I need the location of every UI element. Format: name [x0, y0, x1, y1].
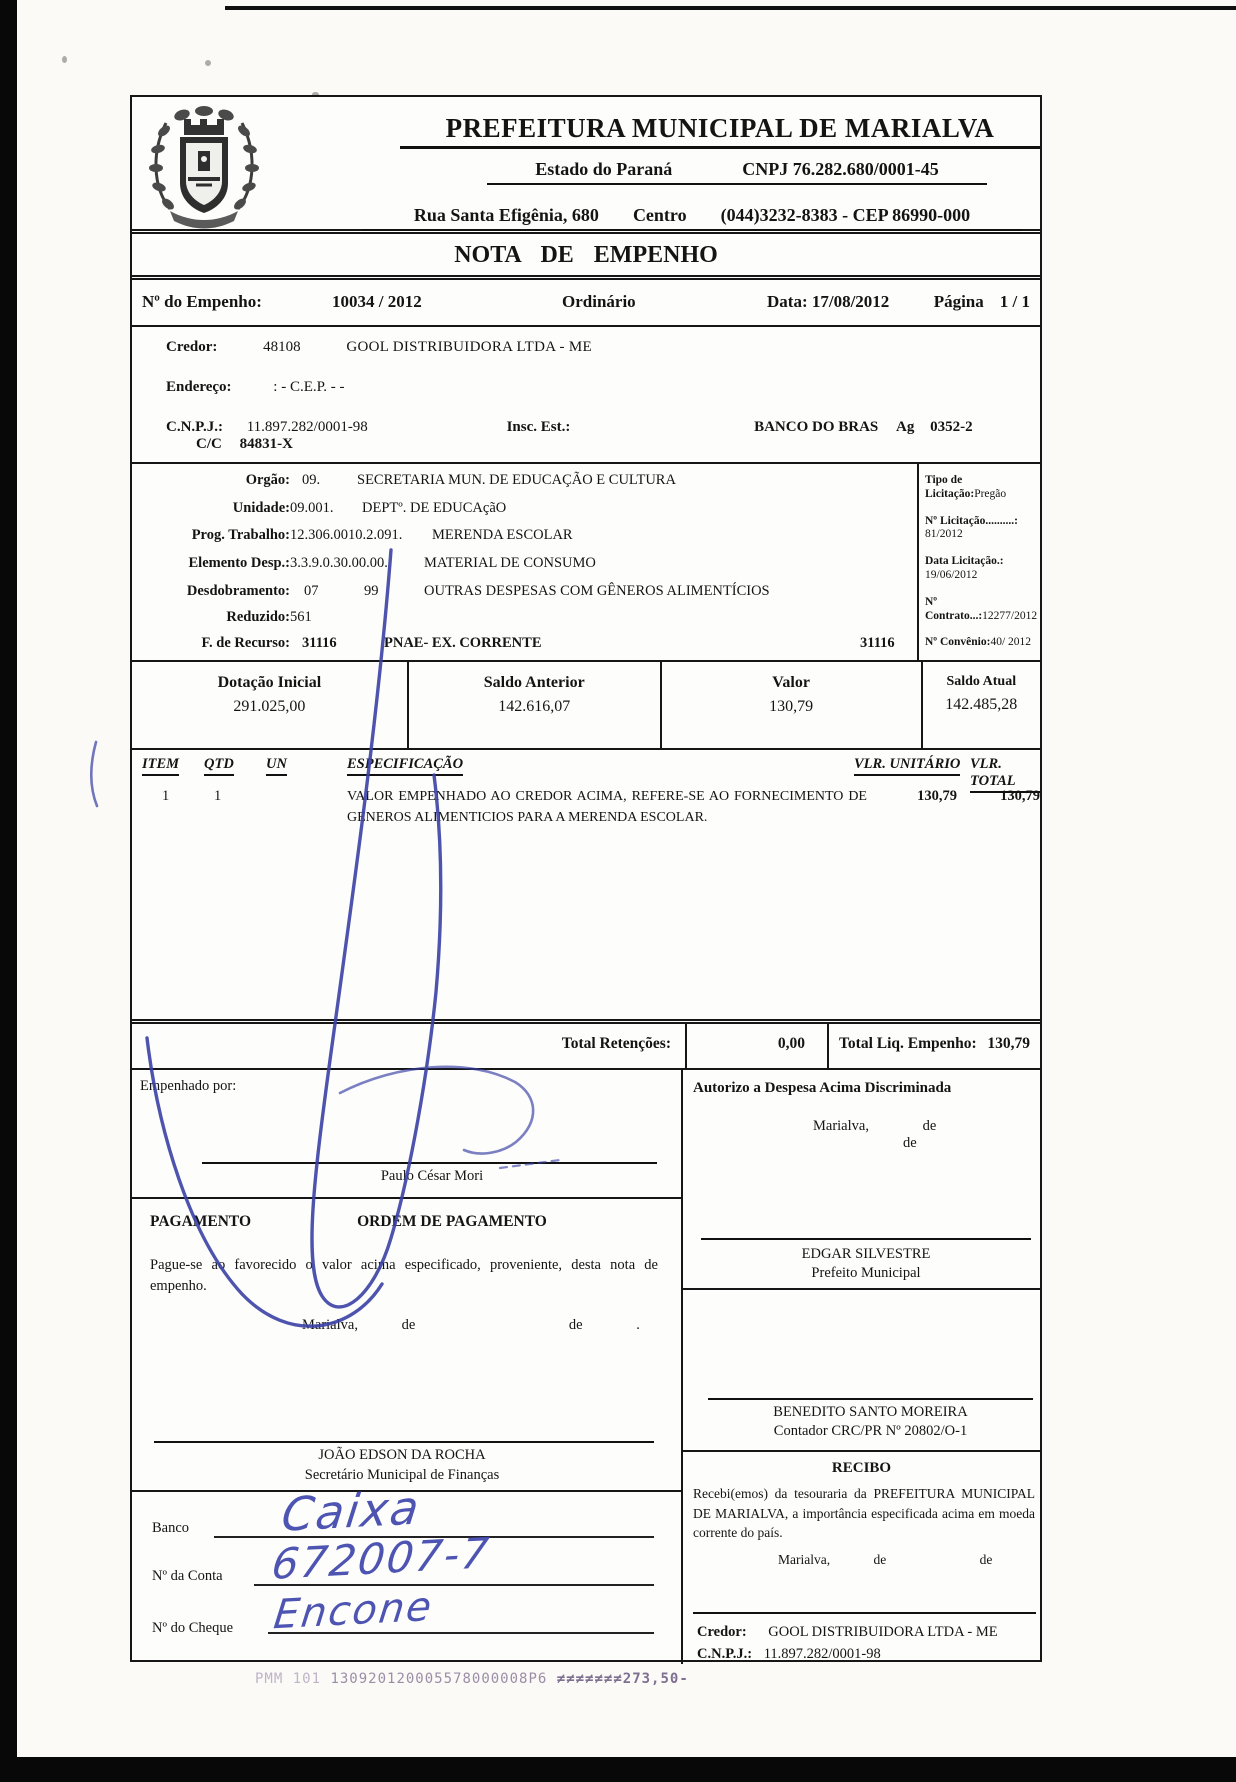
- empenhado-por-box: [132, 1070, 681, 1199]
- machine-print-code: 130920120005578000008P6: [330, 1671, 548, 1687]
- item-quantity: 1: [214, 788, 222, 804]
- handwritten-bank-name: Caixa: [278, 1480, 424, 1542]
- cnpj-value: 11.897.282/0001-98: [246, 419, 368, 435]
- elemento-code: 3.3.9.0.30.00.00.: [290, 555, 388, 571]
- pagamento-label: PAGAMENTO: [150, 1213, 252, 1230]
- autorizacao-dateline: [813, 1118, 1040, 1152]
- recibo-box: [683, 1452, 1040, 1664]
- dateline-de: de: [903, 1135, 917, 1151]
- licitacao-numero: [925, 515, 1038, 543]
- letterhead: [132, 97, 1040, 234]
- empenho-number-label: Nº do Empenho:: [142, 292, 262, 311]
- mayor-name: EDGAR SILVESTRE: [801, 1246, 931, 1262]
- col-header-especificacao: ESPECIFICAÇÃO: [347, 756, 463, 776]
- document-title: NOTA DE EMPENHO: [454, 242, 718, 268]
- signature-line: [154, 1441, 654, 1443]
- licitacao-data-label: Data Licitação.:: [925, 555, 1004, 568]
- pagamento-dateline: [302, 1317, 640, 1334]
- dateline-de: de: [568, 1317, 583, 1333]
- creditor-code: 48108: [263, 339, 301, 355]
- scan-speck: [62, 56, 67, 63]
- autorizacao-title: Autorizo a Despesa Acima Discriminada: [693, 1080, 952, 1096]
- dateline-city: Marialva,: [813, 1118, 869, 1134]
- address-phone-cep: (044)3232-8383 - CEP 86990-000: [720, 205, 971, 225]
- scan-speck: [205, 60, 211, 66]
- col-header-item: ITEM: [142, 756, 179, 776]
- col-header-un: UN: [266, 756, 287, 776]
- creditor-label: Credor:: [166, 339, 218, 355]
- convenio-value: 40/ 2012: [990, 636, 1032, 649]
- desdobramento-label: Desdobramento:: [186, 583, 290, 599]
- address-label: Endereço:: [166, 379, 232, 395]
- total-liquido-label: Total Liq. Empenho:: [839, 1035, 977, 1052]
- contrato-value: 12277/2012: [982, 609, 1038, 622]
- valor-label: Valor: [772, 674, 810, 691]
- account-value: 84831-X: [239, 436, 293, 452]
- dateline-de: de: [979, 1552, 993, 1567]
- dateline-city: Marialva,: [778, 1552, 831, 1567]
- recibo-credor-row: [697, 1624, 998, 1641]
- reduzido-label: Reduzido:: [226, 609, 290, 625]
- saldo-atual-label: Saldo Atual: [946, 674, 1017, 689]
- dotacao-inicial-value: 291.025,00: [233, 698, 306, 715]
- desdobramento-name: OUTRAS DESPESAS COM GÊNEROS ALIMENTÍCIOS: [424, 583, 770, 599]
- autorizacao-box: [683, 1070, 1040, 1290]
- signatures-right-column: [681, 1070, 1040, 1664]
- creditor-cnpj-row: [166, 419, 1026, 453]
- recibo-text: Recebi(emos) da tesouraria da PREFEITURA MUNICIPAL DE MARIALVA, a importância especificada acima em moeda corrente do país.: [693, 1486, 1035, 1541]
- licitacao-box: [917, 464, 1042, 660]
- municipal-coat-of-arms: [144, 101, 264, 231]
- elemento-row: [132, 555, 917, 579]
- account-field-label: Nº da Conta: [152, 1568, 223, 1584]
- unidade-label: Unidade:: [232, 500, 290, 516]
- mayor-role: Prefeito Municipal: [811, 1265, 921, 1281]
- budget-classification-block: [132, 464, 1040, 662]
- dateline-city: Marialva,: [302, 1317, 358, 1333]
- fonte-recurso-code-right: 31116: [860, 635, 895, 651]
- empenho-type: Ordinário: [562, 292, 636, 311]
- account-label: C/C: [196, 436, 222, 452]
- elemento-label: Elemento Desp.:: [188, 555, 290, 571]
- col-header-vlr-total: VLR. TOTAL: [970, 756, 1040, 793]
- fonte-recurso-name: PNAE- EX. CORRENTE: [384, 635, 542, 651]
- address-district: Centro: [632, 205, 687, 225]
- orgao-row: [132, 472, 917, 496]
- item-unit-value: 130,79: [917, 788, 957, 804]
- contador-box: [683, 1290, 1040, 1452]
- scan-edge-bottom: [0, 1757, 1236, 1782]
- unidade-row: [132, 500, 917, 524]
- programa-code: 12.306.0010.2.091.: [290, 527, 403, 543]
- items-table: [132, 750, 1040, 1024]
- creditor-row: [166, 339, 592, 356]
- recibo-dateline: [778, 1552, 992, 1568]
- totals-row: [132, 1024, 1040, 1070]
- bank-name: BANCO DO BRAS: [754, 419, 879, 435]
- unidade-code: 09.001.: [290, 500, 334, 516]
- licitacao-data: [925, 555, 1038, 583]
- convenio-numero: [925, 636, 1038, 650]
- ordem-pagamento-text: Pague-se ao favorecido o valor acima especificado, proveniente, desta nota de empenho.: [150, 1257, 658, 1295]
- finance-secretary-role: Secretário Municipal de Finanças: [304, 1467, 500, 1483]
- total-retencoes-label: Total Retenções:: [561, 1035, 671, 1052]
- saldo-anterior-value: 142.616,07: [498, 698, 571, 715]
- orgao-name: SECRETARIA MUN. DE EDUCAÇÃO E CULTURA: [357, 472, 676, 488]
- agency-value: 0352-2: [930, 419, 973, 435]
- total-retencoes-value: 0,00: [685, 1024, 827, 1068]
- desdobramento-code2: 99: [364, 583, 379, 599]
- recibo-divider-line: [693, 1612, 1036, 1614]
- address-line: [362, 205, 1022, 231]
- item-number: 1: [162, 788, 170, 804]
- dateline-de: de: [873, 1552, 887, 1567]
- page-value: 1 / 1: [999, 292, 1030, 311]
- ordem-pagamento-box: [132, 1199, 681, 1492]
- fonte-recurso-row: [132, 635, 917, 659]
- dateline-de: de: [401, 1317, 416, 1333]
- licitacao-tipo-label: Tipo de Licitação:: [925, 474, 975, 500]
- agency-label: Ag: [896, 419, 915, 435]
- address-value: : - C.E.P. - -: [273, 379, 345, 395]
- recibo-cnpj-value: 11.897.282/0001-98: [763, 1646, 881, 1662]
- handwritten-account-number: 672007-7: [269, 1528, 494, 1589]
- convenio-label: Nº Convênio:: [925, 636, 991, 649]
- accountant-role: Contador CRC/PR Nº 20802/O-1: [773, 1423, 968, 1439]
- empenho-number-value: 10034 / 2012: [332, 292, 422, 311]
- saldo-anterior-label: Saldo Anterior: [483, 674, 585, 691]
- desdobramento-code1: 07: [304, 583, 319, 599]
- recibo-cnpj-label: C.N.P.J.:: [697, 1646, 753, 1662]
- signature-line: [708, 1398, 1033, 1400]
- licitacao-numero-value: 81/2012: [925, 528, 963, 541]
- dotacao-inicial-label: Dotação Inicial: [217, 674, 322, 691]
- accountant-name: BENEDITO SANTO MOREIRA: [773, 1404, 968, 1420]
- empenhado-signatory-name: Paulo César Mori: [380, 1168, 484, 1184]
- bank-field-label: Banco: [152, 1520, 190, 1536]
- state-registration-label: Insc. Est.:: [506, 419, 571, 435]
- total-liquido-cell: [827, 1024, 1040, 1068]
- licitacao-tipo-value: Pregão: [974, 487, 1007, 500]
- saldo-anterior-cell: [407, 662, 660, 748]
- unidade-name: DEPTº. DE EDUCAçãO: [362, 500, 507, 516]
- orgao-label: Orgão:: [245, 472, 290, 488]
- programa-name: MERENDA ESCOLAR: [432, 527, 573, 543]
- state-cnpj-line: [487, 159, 987, 185]
- page-indicator: [934, 292, 1030, 312]
- scan-edge-left: [0, 0, 17, 1782]
- empenho-number-row: [132, 280, 1040, 327]
- col-header-vlr-unitario: VLR. UNITÁRIO: [854, 756, 960, 776]
- contrato-label: Nº Contrato...:: [925, 595, 983, 622]
- item-total-value: 130,79: [1000, 788, 1040, 804]
- empenhado-por-label: Empenhado por:: [140, 1078, 237, 1094]
- dotacao-inicial-cell: [132, 662, 407, 748]
- creditor-address-row: [166, 379, 345, 396]
- signatures-section: [132, 1070, 1040, 1664]
- nota-de-empenho-sheet: [130, 95, 1042, 1662]
- col-header-qtd: QTD: [204, 756, 234, 776]
- licitacao-numero-label: Nº Licitação..........:: [925, 514, 1018, 527]
- dateline-de: de: [922, 1118, 937, 1134]
- item-description: VALOR EMPENHADO AO CREDOR ACIMA, REFERE-SE AO FORNECIMENTO DE GENEROS ALIMENTICIOS PARA A MERENDA ESCOLAR.: [347, 789, 867, 825]
- programa-label: Prog. Trabalho:: [191, 527, 290, 543]
- municipality-cnpj: CNPJ 76.282.680/0001-45: [742, 159, 939, 179]
- cheque-field-label: Nº do Cheque: [152, 1620, 234, 1636]
- cnpj-label: C.N.P.J.:: [166, 419, 223, 435]
- dateline-dot: .: [636, 1317, 640, 1333]
- signature-line: [701, 1238, 1031, 1240]
- total-liquido-value: 130,79: [987, 1035, 1030, 1052]
- desdobramento-row: [132, 583, 917, 607]
- state-label: Estado do Paraná: [535, 159, 673, 179]
- machine-print-amount: ≠≠≠≠≠≠≠273,50-: [556, 1671, 689, 1687]
- fonte-recurso-label: F. de Recurso:: [201, 635, 290, 651]
- saldo-atual-value: 142.485,28: [945, 696, 1018, 713]
- licitacao-tipo: [925, 474, 1038, 502]
- reduzido-code: 561: [290, 609, 312, 625]
- scan-line-artifact: [225, 6, 1236, 10]
- finance-secretary-name: JOÃO EDSON DA ROCHA: [318, 1447, 486, 1463]
- address-street: Rua Santa Efigênia, 680: [413, 205, 599, 225]
- recibo-cnpj-row: [697, 1646, 881, 1663]
- programa-row: [132, 527, 917, 551]
- valor-cell: [660, 662, 921, 748]
- creditor-block: [132, 327, 1040, 464]
- bank-details-box: [132, 1480, 681, 1664]
- document-title-bar: [132, 234, 1040, 280]
- saldo-atual-cell: [921, 662, 1040, 748]
- contrato-numero: [925, 596, 1038, 624]
- reduzido-row: [132, 609, 917, 633]
- ordem-pagamento-title: ORDEM DE PAGAMENTO: [357, 1213, 547, 1230]
- fonte-recurso-code: 31116: [302, 635, 337, 651]
- handwritten-cheque-number: Encone: [271, 1583, 436, 1639]
- licitacao-data-value: 19/06/2012: [925, 568, 978, 581]
- elemento-name: MATERIAL DE CONSUMO: [424, 555, 596, 571]
- recibo-credor-name: GOOL DISTRIBUIDORA LTDA - ME: [768, 1624, 998, 1640]
- amounts-row: [132, 662, 1040, 750]
- page-label: Página: [933, 292, 984, 311]
- empenho-date: Data: 17/08/2012: [767, 292, 890, 311]
- signatures-left-column: [132, 1070, 681, 1664]
- creditor-name: GOOL DISTRIBUIDORA LTDA - ME: [346, 339, 592, 355]
- orgao-code: 09.: [302, 472, 321, 488]
- machine-print-prefix: PMM 101: [255, 1671, 322, 1687]
- machine-validation-print: [255, 1671, 689, 1687]
- municipality-title: PREFEITURA MUNICIPAL DE MARIALVA: [400, 113, 1040, 149]
- valor-value: 130,79: [769, 698, 814, 715]
- recibo-title: RECIBO: [831, 1460, 892, 1476]
- recibo-credor-label: Credor:: [697, 1624, 747, 1640]
- signature-line: [202, 1162, 657, 1164]
